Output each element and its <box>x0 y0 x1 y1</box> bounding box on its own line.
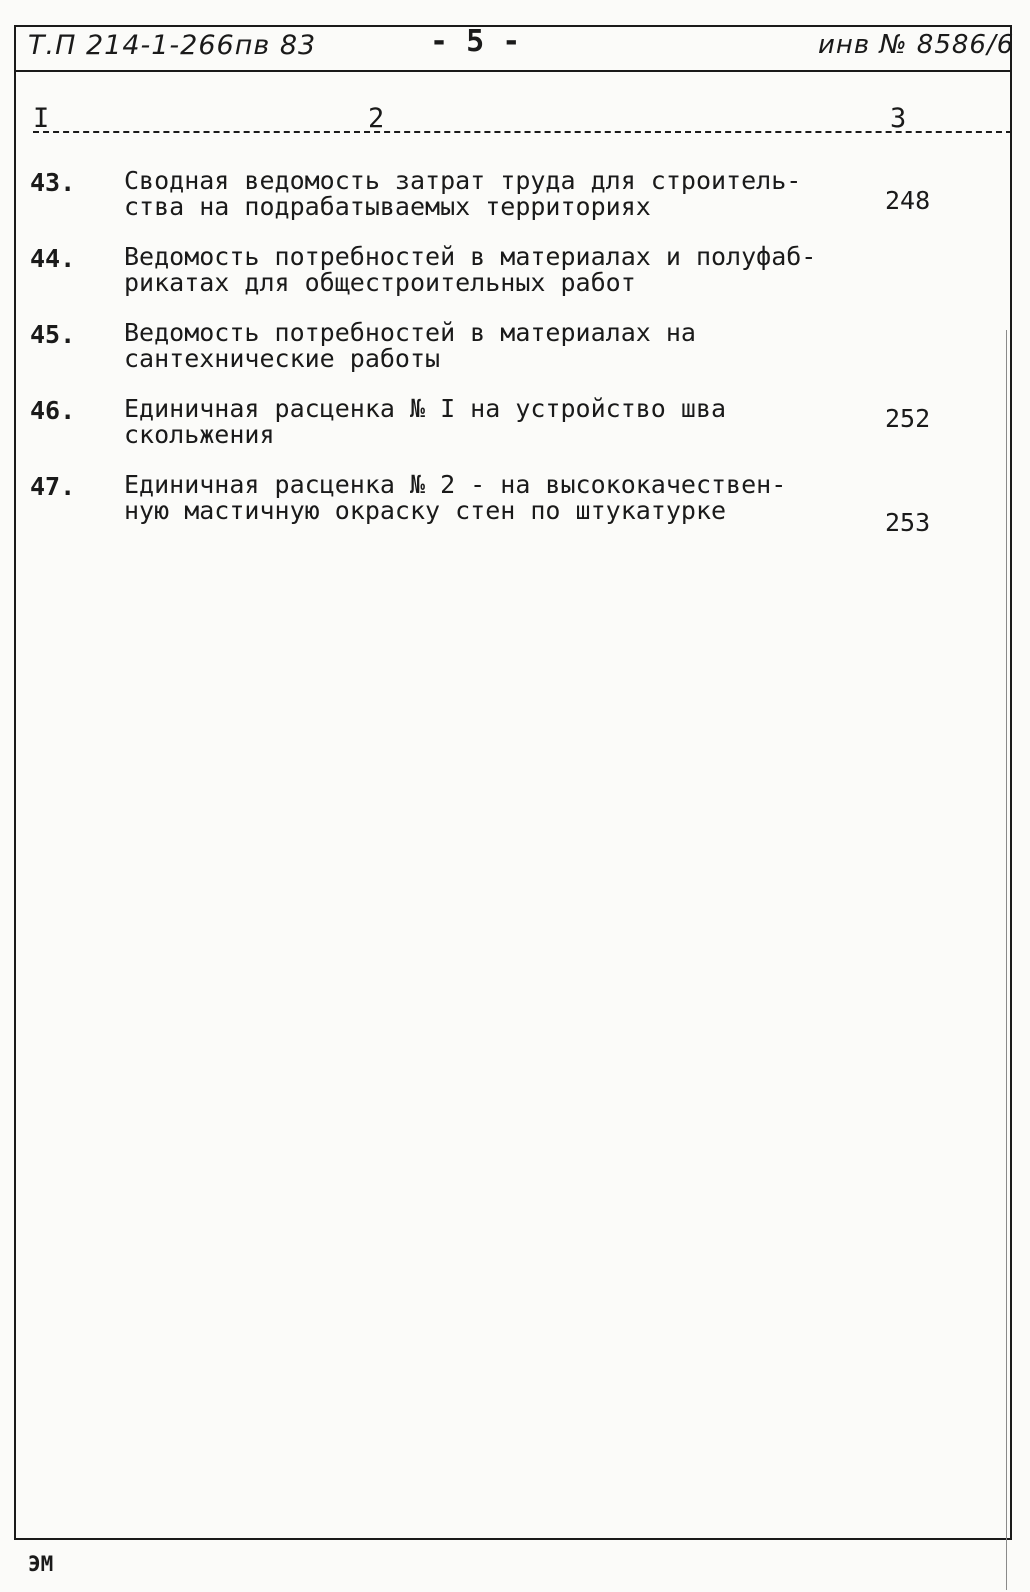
column-header-2: 2 <box>368 103 385 134</box>
entry-number: 44. <box>30 244 76 273</box>
entry-number: 43. <box>30 168 76 197</box>
entry-title: Ведомость потребностей в материалах и полуфаб- рикатах для общестроительных работ <box>124 242 817 297</box>
entry-page: 253 <box>885 508 931 537</box>
column-header-3: 3 <box>890 103 907 134</box>
entry-title: Единичная расценка № I на устройство шва скольжения <box>124 394 727 449</box>
header-divider <box>14 70 1012 72</box>
margin-line <box>1006 330 1007 1590</box>
column-header-1: I <box>33 103 50 134</box>
entry-title: Сводная ведомость затрат труда для строитель- ства на подрабатываемых территориях <box>124 166 802 221</box>
entry-number: 47. <box>30 472 76 501</box>
page-number: - 5 - <box>430 24 521 59</box>
inventory-number: инв № 8586/6 <box>818 30 1015 60</box>
footer-mark: ЭМ <box>28 1552 54 1576</box>
entry-title: Ведомость потребностей в материалах на сантехнические работы <box>124 318 696 373</box>
entry-title: Единичная расценка № 2 - на высококачествен- ную мастичную окраску стен по штукатурке <box>124 470 787 525</box>
entry-number: 46. <box>30 396 76 425</box>
document-code: Т.П 214-1-266пв 83 <box>28 30 317 61</box>
entry-number: 45. <box>30 320 76 349</box>
column-header-rule <box>33 131 1012 133</box>
entry-page: 252 <box>885 404 931 433</box>
entry-page: 248 <box>885 186 931 215</box>
